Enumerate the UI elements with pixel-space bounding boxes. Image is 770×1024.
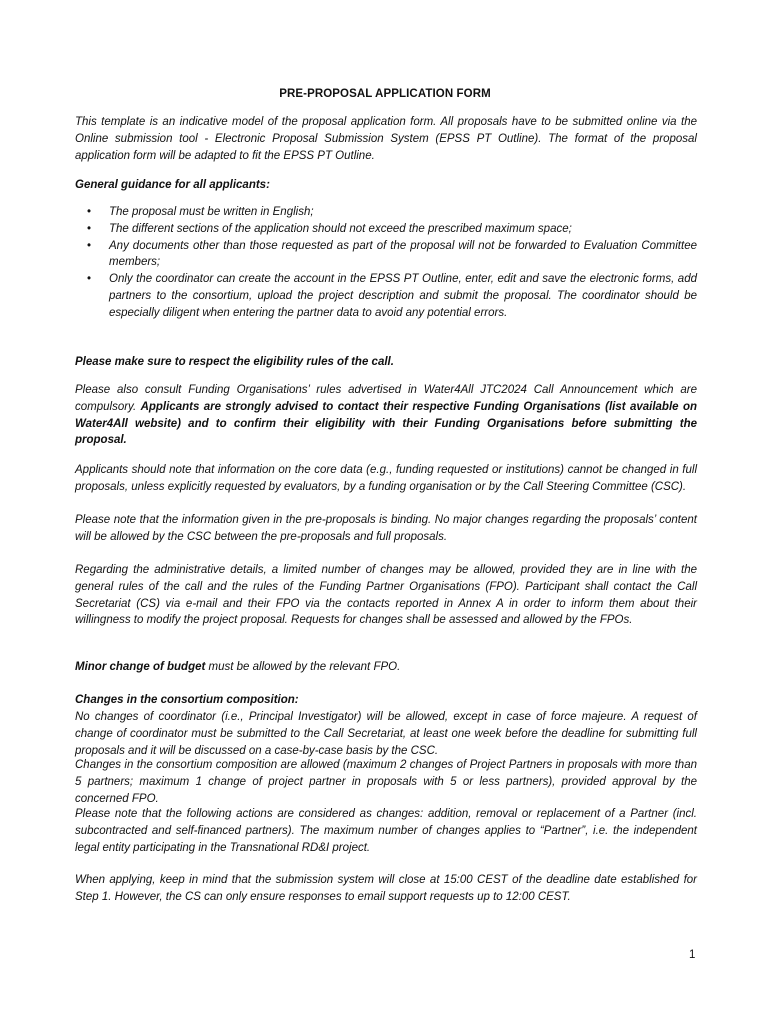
composition-paragraph: Changes in the consortium composition are allowed (maximum 2 changes of Project Partners in proposals with more than 5 partners; maximum 1 change of project partner in proposals with 5 or less partners), provided approval by the concerned FPO. [75, 759, 697, 805]
submission-paragraph: When applying, keep in mind that the submission system will close at 15:00 CEST of the deadline date established for Step 1. However, the CS can only ensure responses to email support requests up to 12:00 CEST. [75, 874, 697, 903]
guidance-heading: General guidance for all applicants: [75, 179, 270, 191]
guidance-list [75, 204, 697, 322]
eligibility-heading: Please make sure to respect the eligibility rules of the call. [75, 356, 394, 368]
binding-paragraph: Please note that the information given in the pre-proposals is binding. No major changes regarding the proposals’ content will be allowed by the CSC between the pre-proposals and full proposals. [75, 514, 697, 543]
consortium-heading: Changes in the consortium composition: [75, 694, 299, 706]
budget-bold-text: Minor change of budget [75, 661, 206, 673]
consult-text: Please also consult Funding Organisations’ rules advertised in Water4All JTC2024 Call Announcement which are compulsory. [75, 384, 697, 413]
page-number: 1 [689, 949, 696, 961]
budget-paragraph [75, 659, 697, 676]
intro-paragraph: This template is an indicative model of the proposal application form. All proposals have to be submitted online via the Online submission tool - Electronic Proposal Submission System (EPSS PT Outline). The format of the proposal application form will be adapted to fit the EPSS PT Outline. [75, 116, 697, 162]
coordinator-paragraph: No changes of coordinator (i.e., Principal Investigator) will be allowed, except in case of force majeure. A request of change of coordinator must be submitted to the Call Secretariat, at least one week before the deadline for submitting full proposals and it will be discussed on a case-by-case basis by the CSC. [75, 711, 697, 757]
list-item: • The proposal must be written in English; [75, 204, 697, 221]
core-data-paragraph: Applicants should note that information on the core data (e.g., funding requested or institutions) cannot be changed in full proposals, unless explicitly requested by evaluators, by a funding organisation or by the Call Steering Committee (CSC). [75, 464, 697, 493]
admin-paragraph: Regarding the administrative details, a limited number of changes may be allowed, provided they are in line with the general rules of the call and the rules of the Funding Partner Organisations (FPO). Participant shall contact the Call Secretariat (CS) via e-mail and their FPO via the contacts reported in Annex A in order to inform them about their willingness to modify the project proposal. Requests for changes shall be assessed and allowed by the FPOs. [75, 564, 697, 627]
budget-text: must be allowed by the relevant FPO. [205, 661, 401, 673]
actions-paragraph: Please note that the following actions are considered as changes: addition, removal or replacement of a Partner (incl. subcontracted and self-financed partners). The maximum number of changes applies to “Partner”, i.e. the independent legal entity participating in the Transnational RD&I project. [75, 808, 697, 854]
page-title: PRE-PROPOSAL APPLICATION FORM [279, 88, 491, 100]
consult-bold-text: Applicants are strongly advised to contact their respective Funding Organisations (list available on Water4All website) and to confirm their eligibility with their Funding Organisations before submitting the proposal. [75, 400, 698, 447]
list-item: • Only the coordinator can create the account in the EPSS PT Outline, enter, edit and save the electronic forms, add partners to the consortium, upload the project description and submit the proposal. The coordinator should be especially diligent when entering the partner data to avoid any potential errors. [75, 271, 697, 321]
list-item: • Any documents other than those requested as part of the proposal will not be forwarded to Evaluation Committee members; [75, 238, 697, 272]
list-item: • The different sections of the application should not exceed the prescribed maximum space; [75, 221, 697, 238]
consult-paragraph [75, 382, 697, 449]
